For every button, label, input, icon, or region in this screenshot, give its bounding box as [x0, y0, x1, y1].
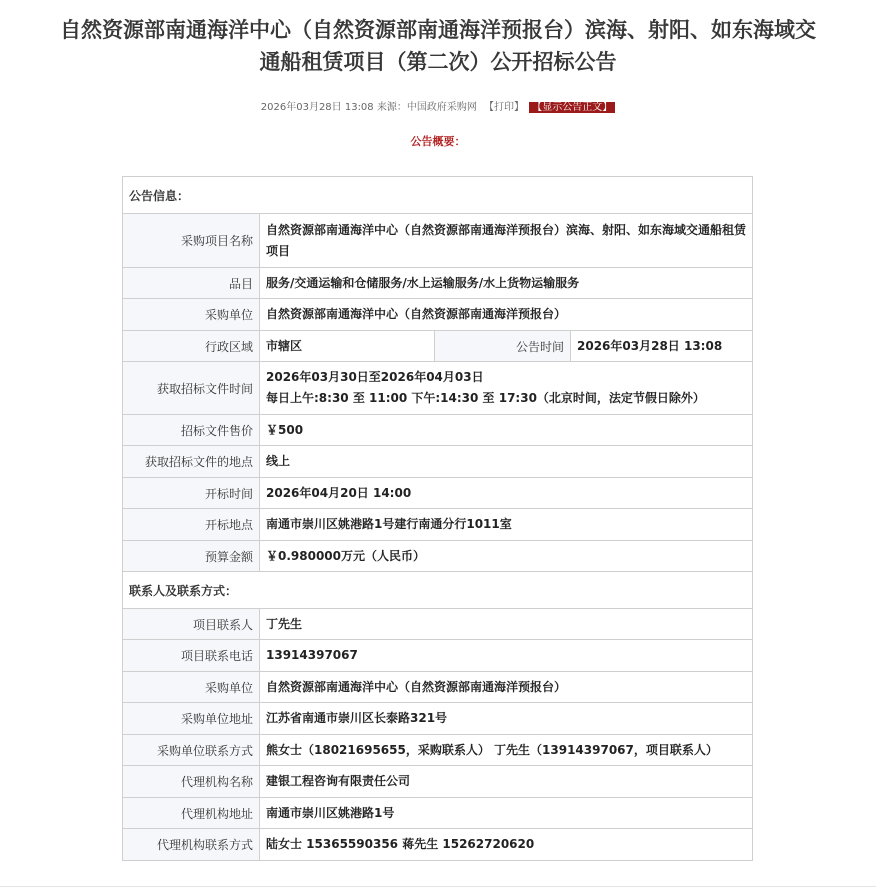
- table-row: [123, 268, 753, 299]
- budget-value: ￥0.980000万元（人民币）: [260, 541, 753, 572]
- section-row: [123, 177, 753, 214]
- page-title: [0, 0, 876, 78]
- meta-bar: [0, 100, 876, 116]
- table-row: [123, 703, 753, 735]
- table-row: [123, 299, 753, 331]
- table-row: [123, 478, 753, 509]
- row-label: 代理机构联系方式: [123, 829, 260, 861]
- section-notice-info: 公告信息：: [123, 177, 753, 214]
- doc-place-value: 线上: [260, 446, 753, 478]
- agency-name-value: 建银工程咨询有限责任公司: [260, 766, 753, 798]
- row-label: 采购项目名称: [123, 214, 260, 268]
- section-row: [123, 572, 753, 609]
- print-link[interactable]: 【打印】: [484, 102, 525, 113]
- row-label: 获取招标文件的地点: [123, 446, 260, 478]
- table-row: [123, 798, 753, 829]
- row-label: 公告时间: [435, 331, 571, 362]
- show-notice-button[interactable]: 【显示公告正文】: [529, 102, 615, 113]
- project-name-value: 自然资源部南通海洋中心（自然资源部南通海洋预报台）滨海、射阳、如东海域交通船租赁项目: [260, 214, 753, 268]
- row-label: 代理机构名称: [123, 766, 260, 798]
- project-contact-value: 丁先生: [260, 609, 753, 640]
- publish-meta: 2026年03月28日 13:08 来源：中国政府采购网: [260, 102, 477, 113]
- row-label: 采购单位联系方式: [123, 735, 260, 766]
- table-row: [123, 766, 753, 798]
- table-row: [123, 214, 753, 268]
- table-row: [123, 541, 753, 572]
- summary-heading: 公告概要：: [410, 135, 466, 148]
- row-label: 项目联系人: [123, 609, 260, 640]
- purchaser-addr-value: 江苏省南通市崇川区长泰路321号: [260, 703, 753, 735]
- row-label: 招标文件售价: [123, 415, 260, 446]
- table-row: [123, 609, 753, 640]
- publish-time-value: 2026年03月28日 13:08: [571, 331, 753, 362]
- footer-divider: [0, 886, 876, 887]
- table-row: [123, 362, 753, 415]
- table-row: [123, 415, 753, 446]
- row-label: 开标地点: [123, 509, 260, 541]
- agency-contact-value: 陆女士 15365590356 蒋先生 15262720620: [260, 829, 753, 861]
- row-label: 获取招标文件时间: [123, 362, 260, 415]
- table-row: [123, 735, 753, 766]
- doc-time-hours: 每日上午:8:30 至 11:00 下午:14:30 至 17:30（北京时间，法定节假日除外）: [266, 391, 705, 405]
- open-time-value: 2026年04月20日 14:00: [260, 478, 753, 509]
- row-label: 采购单位: [123, 299, 260, 331]
- page-title-line1: 自然资源部南通海洋中心（自然资源部南通海洋预报台）滨海、射阳、如东海域交: [60, 18, 816, 42]
- agency-addr-value: 南通市崇川区姚港路1号: [260, 798, 753, 829]
- category-value: 服务/交通运输和仓储服务/水上运输服务/水上货物运输服务: [260, 268, 753, 299]
- table-row: [123, 331, 753, 362]
- table-row: [123, 672, 753, 703]
- purchaser-contact-value: 熊女士（18021695655，采购联系人） 丁先生（13914397067，项目联系人）: [260, 735, 753, 766]
- open-place-value: 南通市崇川区姚港路1号建行南通分行1011室: [260, 509, 753, 541]
- table-row: [123, 829, 753, 861]
- table-row: [123, 640, 753, 672]
- row-label: 开标时间: [123, 478, 260, 509]
- page-title-line2: 通船租赁项目（第二次）公开招标公告: [259, 50, 617, 74]
- row-label: 采购单位地址: [123, 703, 260, 735]
- row-label: 预算金额: [123, 541, 260, 572]
- region-value: 市辖区: [260, 331, 435, 362]
- section-contacts: 联系人及联系方式：: [123, 572, 753, 609]
- contact-purchaser-value: 自然资源部南通海洋中心（自然资源部南通海洋预报台）: [260, 672, 753, 703]
- row-label: 代理机构地址: [123, 798, 260, 829]
- doc-price-value: ￥500: [260, 415, 753, 446]
- doc-time-value: [260, 362, 753, 415]
- row-label: 采购单位: [123, 672, 260, 703]
- doc-time-dates: 2026年03月30日至2026年04月03日: [266, 370, 484, 384]
- row-label: 品目: [123, 268, 260, 299]
- purchaser-value: 自然资源部南通海洋中心（自然资源部南通海洋预报台）: [260, 299, 753, 331]
- row-label: 行政区域: [123, 331, 260, 362]
- project-phone-value: 13914397067: [260, 640, 753, 672]
- table-row: [123, 509, 753, 541]
- row-label: 项目联系电话: [123, 640, 260, 672]
- notice-info-table: [122, 176, 753, 861]
- table-row: [123, 446, 753, 478]
